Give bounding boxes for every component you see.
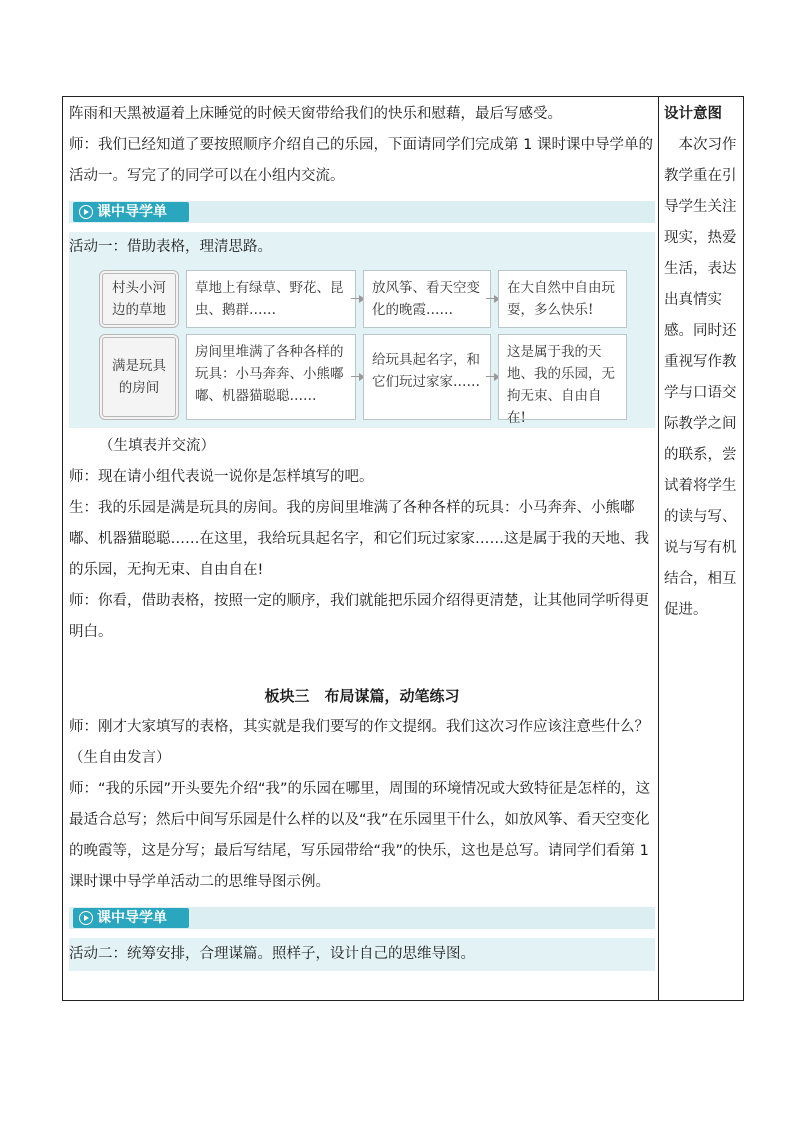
paragraph-7: 师：刚才大家填写的表格，其实就是我们要写的作文提纲。我们这次习作应该注意些什么？（生自由发言） xyxy=(69,719,649,766)
grid-row-1-cell-1: 草地上有绿草、野花、昆虫、鹅群…… xyxy=(186,270,356,328)
grid-row-1-label: 村头小河边的草地 xyxy=(99,270,179,328)
grid-row-2-cell-2: 给玩具起名字，和它们玩过家家…… xyxy=(363,334,491,420)
guide-banner-1 xyxy=(69,201,655,223)
activity-1-panel xyxy=(69,232,655,428)
grid-row-2-cell-1: 房间里堆满了各种各样的玩具：小马奔奔、小熊嘟嘟、机器猫聪聪…… xyxy=(186,334,356,420)
guide-tag-label: 课中导学单 xyxy=(97,910,167,926)
guide-tag-1 xyxy=(73,202,189,222)
paragraph-1: 阵雨和天黑被逼着上床睡觉的时候天窗带给我们的快乐和慰藉，最后写感受。 xyxy=(69,106,562,122)
paragraph-5: 生：我的乐园是满是玩具的房间。我的房间里堆满了各种各样的玩具：小马奔奔、小熊嘟嘟、机器猫聪聪……在这里，我给玩具起名字，和它们玩过家家……这是属于我的天地、我的乐园，无拘无束、自由自在! xyxy=(69,500,649,578)
paragraph-4: 师：现在请小组代表说一说你是怎样填写的吧。 xyxy=(69,469,374,485)
paragraph-3: （生填表并交流） xyxy=(99,438,215,454)
activity-2-title: 活动二：统筹安排，合理谋篇。照样子，设计自己的思维导图。 xyxy=(69,946,475,962)
design-intent-column xyxy=(664,99,740,626)
paragraph-2: 师：我们已经知道了要按照顺序介绍自己的乐园，下面请同学们完成第 1 课时课中导学单的活动一。写完了的同学可以在小组内交流。 xyxy=(69,137,653,184)
grid-row-2-label: 满是玩具的房间 xyxy=(99,334,179,420)
play-icon xyxy=(79,911,93,925)
activity-2-panel xyxy=(69,938,655,971)
grid-row-2-cell-3: 这是属于我的天地、我的乐园，无拘无束、自由自在! xyxy=(498,334,627,420)
design-intent-text: 本次习作教学重在引导学生关注现实，热爱生活，表达出真情实感。同时还重视写作教学与口语交际教学之间的联系，尝试着将学生的读与写、说与写有机结合，相互促进。 xyxy=(664,137,737,618)
column-divider xyxy=(658,97,659,1000)
section-title: 板块三 布局谋篇，动笔练习 xyxy=(264,687,460,705)
paragraph-6: 师：你看，借助表格，按照一定的顺序，我们就能把乐园介绍得更清楚，让其他同学听得更明白。 xyxy=(69,593,649,640)
play-icon xyxy=(79,205,93,219)
paragraph-8: 师：“我的乐园”开头要先介绍“我”的乐园在哪里，周围的环境情况或大致特征是怎样的，这最适合总写；然后中间写乐园是什么样的以及“我”在乐园里干什么，如放风筝、看天空变化的晚霞等，这是分写；最后写结尾，写乐园带给“我”的快乐，这也是总写。请同学们看第 1 课时课中导学单活动二的思维导图示例。 xyxy=(69,781,651,890)
guide-tag-label: 课中导学单 xyxy=(97,204,167,220)
lesson-table xyxy=(62,96,744,1001)
grid-row-1-cell-2: 放风筝、看天空变化的晚霞…… xyxy=(363,270,491,328)
grid-row-1-cell-3: 在大自然中自由玩耍，多么快乐! xyxy=(498,270,627,328)
guide-banner-2 xyxy=(69,907,655,929)
guide-tag-2 xyxy=(73,908,189,928)
activity-1-title: 活动一：借助表格，理清思路。 xyxy=(69,239,272,255)
design-intent-title: 设计意图 xyxy=(664,106,722,122)
